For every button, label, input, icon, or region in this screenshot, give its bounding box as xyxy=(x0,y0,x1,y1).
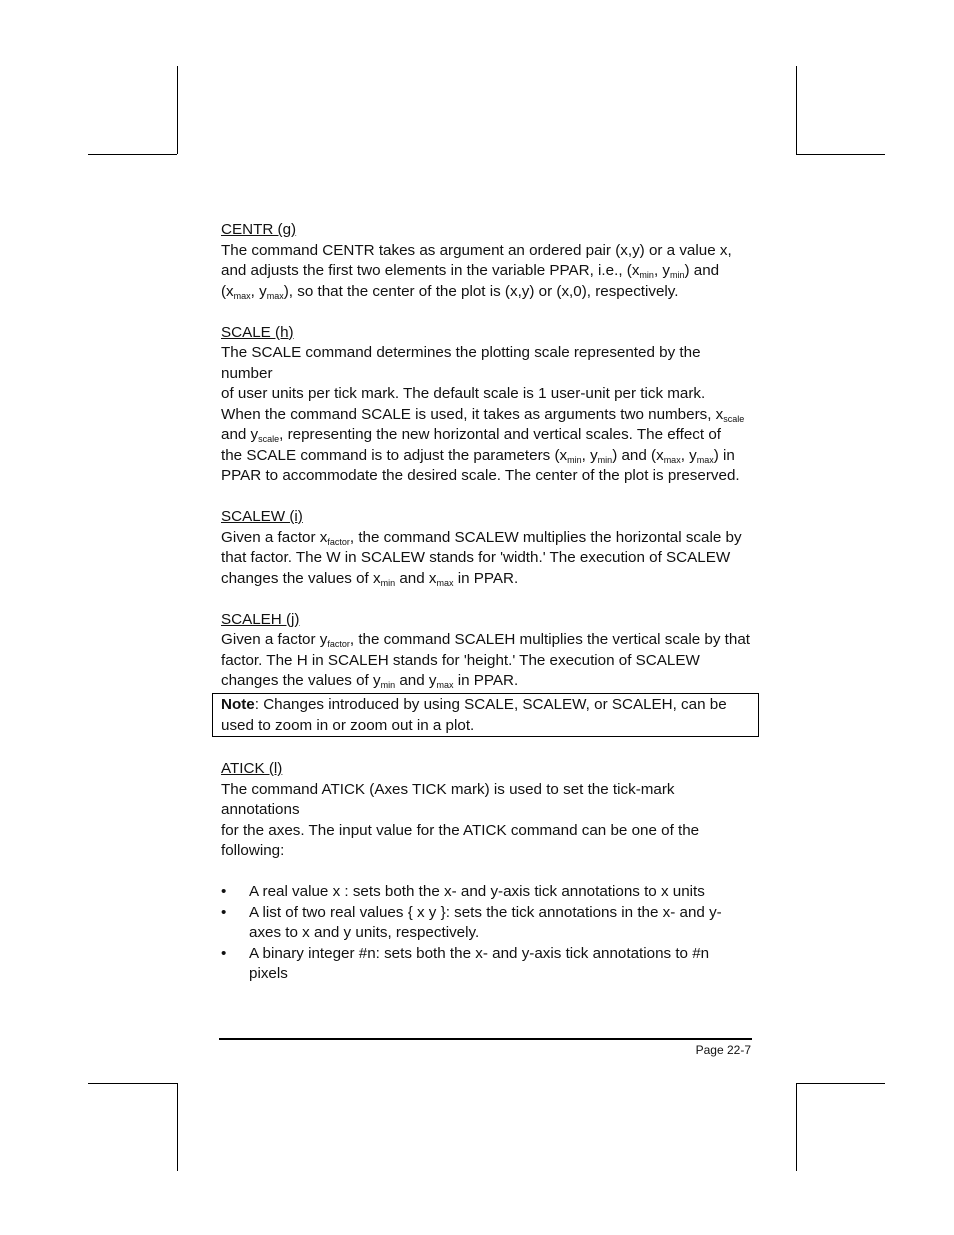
bullet-icon: • xyxy=(221,903,227,921)
crop-mark-bottom-left-vertical xyxy=(177,1083,178,1171)
paragraph-line: The SCALE command determines the plotting scale represented by the number xyxy=(221,344,701,382)
section-scalew xyxy=(221,507,753,589)
list-item: • A binary integer #n: sets both the x- and y-axis tick annotations to #n pixels xyxy=(221,944,710,982)
paragraph-line: When the command SCALE is used, it takes as arguments two numbers, $x_{scale}$ xyxy=(221,405,745,424)
crop-mark-top-right-horizontal xyxy=(796,154,885,155)
crop-mark-bottom-right-horizontal xyxy=(796,1083,885,1084)
section-heading-scaleh: SCALEH (j) xyxy=(221,610,300,628)
paragraph-line: for the axes. The input value for the ATICK command can be one of the xyxy=(221,821,700,839)
bullet-icon: • xyxy=(221,944,227,962)
note-label: Note xyxy=(221,696,255,713)
section-heading-scalew: SCALEW (i) xyxy=(221,508,303,525)
list-item: • A list of two real values { x y }: sets the tick annotations in the x- and y- axes to x and y units, respectively. xyxy=(221,903,722,941)
paragraph-line: and adjusts the first two elements in the variable PPAR, i.e., ($x_{min}$, $y_{min}$) and xyxy=(221,262,720,280)
note-text: Note: Changes introduced by using SCALE, SCALEW, or SCALEH, can be used to zoom in or zoom out in a plot. xyxy=(221,695,753,736)
list-item: • A real value x : sets both the x- and y-axis tick annotations to x units xyxy=(221,882,753,903)
section-scale xyxy=(221,323,753,487)
page-content xyxy=(221,220,753,712)
section-heading-centr: CENTR (g) xyxy=(221,221,297,238)
paragraph-line: and $y_{scale}$, representing the new horizontal and vertical scales. The effect of xyxy=(221,426,721,444)
paragraph-line: that factor. The W in SCALEW stands for 'width.' The execution of SCALEW xyxy=(221,549,731,566)
section-centr xyxy=(221,220,753,302)
paragraph-line: following: xyxy=(221,842,285,859)
paragraph-line: the SCALE command is to adjust the parameters ($x_{min}$, $y_{min}$) and ($x_{max}$, $y_{max}$) in xyxy=(221,446,735,465)
bullet-list xyxy=(221,882,753,985)
page-number: Page 22-7 xyxy=(695,1043,751,1057)
section-atick xyxy=(221,759,753,985)
paragraph-line: The command CENTR takes as argument an ordered pair (x,y) or a value x, xyxy=(221,241,732,259)
paragraph-line: changes the values of $y_{min}$ and $y_{max}$ in PPAR. xyxy=(221,672,519,690)
crop-mark-bottom-left-horizontal xyxy=(88,1083,177,1084)
footer-rule xyxy=(219,1038,752,1040)
paragraph-line: of user units per tick mark. The default scale is 1 user-unit per tick mark. xyxy=(221,385,706,402)
crop-mark-top-right-vertical xyxy=(796,66,797,154)
paragraph-line: Given a factor $y_{factor}$, the command SCALEH multiplies the vertical scale by that xyxy=(221,631,750,649)
section-heading-atick: ATICK (l) xyxy=(221,760,283,777)
section-scaleh xyxy=(221,610,753,692)
crop-mark-top-left-horizontal xyxy=(88,154,177,155)
crop-mark-bottom-right-vertical xyxy=(796,1083,797,1171)
paragraph-line: changes the values of $x_{min}$ and $x_{max}$ in PPAR. xyxy=(221,569,519,588)
paragraph-line: The command ATICK (Axes TICK mark) is used to set the tick-mark annotations xyxy=(221,780,675,818)
section-heading-scale: SCALE (h) xyxy=(221,323,294,341)
bullet-icon: • xyxy=(221,883,227,900)
paragraph-line: PPAR to accommodate the desired scale. The center of the plot is preserved. xyxy=(221,467,740,484)
paragraph-line: ($x_{max}$, $y_{max}$), so that the center of the plot is (x,y) or (x,0), respectively. xyxy=(221,282,679,301)
paragraph-line: used to zoom in or zoom out in a plot. xyxy=(221,716,475,734)
crop-mark-top-left-vertical xyxy=(177,66,178,154)
paragraph-line: factor. The H in SCALEH stands for 'height.' The execution of SCALEW xyxy=(221,651,700,669)
paragraph-line: Given a factor $x_{factor}$, the command SCALEW multiplies the horizontal scale by xyxy=(221,528,742,547)
